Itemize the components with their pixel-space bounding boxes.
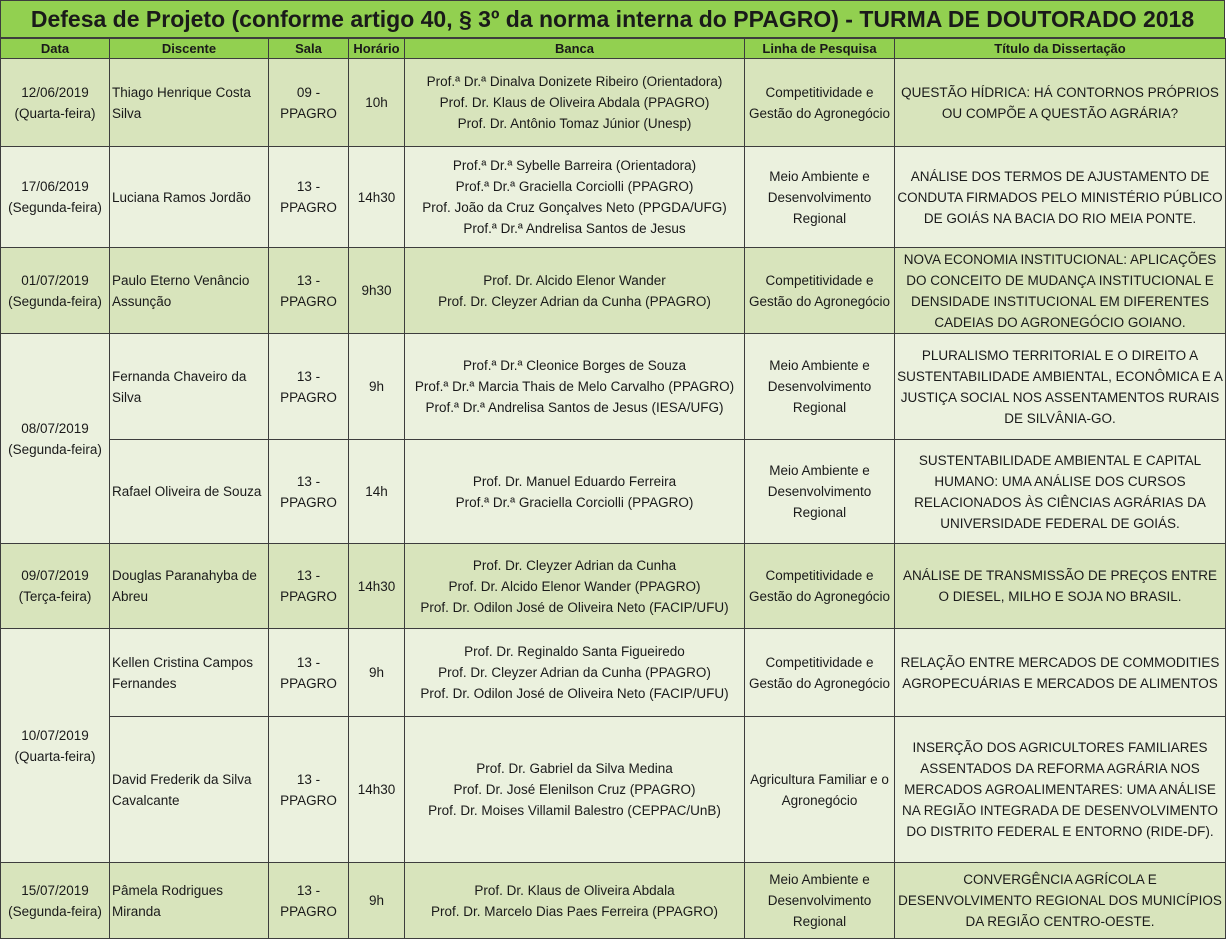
committee-cell (405, 717, 745, 863)
table-row (1, 334, 1226, 440)
room-cell: 13 - PPAGRO (269, 334, 349, 440)
research-line-cell: Meio Ambiente e Desenvolvimento Regional (745, 863, 895, 939)
date: 01/07/2019 (21, 272, 89, 288)
committee-member: Prof. Dr. Klaus de Oliveira Abdala (474, 882, 675, 898)
weekday: (Segunda-feira) (8, 293, 102, 309)
thesis-title-cell: INSERÇÃO DOS AGRICULTORES FAMILIARES ASSENTADOS DA REFORMA AGRÁRIA NOS MERCADOS AGROALIMENTARES: UMA ANÁLISE NA REGIÃO INTEGRADA DE DESENVOLVIMENTO DO DISTRITO FEDERAL E ENTORNO (RIDE-DF). (895, 717, 1226, 863)
committee-member: Prof.ª Dr.ª Cleonice Borges de Souza (462, 358, 687, 373)
table-row (1, 147, 1226, 248)
header-horario: Horário (349, 39, 405, 59)
student-cell: Kellen Cristina Campos Fernandes (110, 629, 269, 717)
time-cell: 10h (349, 59, 405, 147)
student-cell: Pâmela Rodrigues Miranda (110, 863, 269, 939)
date-cell (1, 863, 110, 939)
committee-member: Prof. Dr. Moises Villamil Balestro (CEPPAC/UnB) (428, 803, 721, 818)
header-discente: Discente (110, 39, 269, 59)
committee-member: Prof. Dr. Klaus de Oliveira Abdala (PPAGRO) (439, 95, 710, 110)
committee-member: Prof. Dr. Gabriel da Silva Medina (476, 761, 673, 776)
committee-member: Prof.ª Dr.ª Graciella Corciolli (PPAGRO) (455, 494, 694, 510)
time-cell: 14h30 (349, 717, 405, 863)
student-cell: Rafael Oliveira de Souza (110, 440, 269, 544)
committee-cell (405, 59, 745, 147)
committee-cell (405, 248, 745, 334)
defense-schedule-table (0, 38, 1226, 939)
time-cell: 9h (349, 629, 405, 717)
time-cell: 9h30 (349, 248, 405, 334)
thesis-title-cell: RELAÇÃO ENTRE MERCADOS DE COMMODITIES AGROPECUÁRIAS E MERCADOS DE ALIMENTOS (895, 629, 1226, 717)
research-line-cell: Competitividade e Gestão do Agronegócio (745, 544, 895, 629)
committee-member: Prof. Dr. Cleyzer Adrian da Cunha (PPAGRO) (438, 293, 711, 309)
committee-member: Prof. Dr. Odilon José de Oliveira Neto (FACIP/UFU) (420, 686, 729, 701)
date: 08/07/2019 (21, 420, 89, 436)
committee-member: Prof. Dr. José Elenilson Cruz (PPAGRO) (453, 782, 696, 797)
weekday: (Segunda-feira) (8, 200, 102, 215)
date-cell (1, 334, 110, 544)
weekday: (Segunda-feira) (8, 903, 102, 919)
thesis-title-cell: CONVERGÊNCIA AGRÍCOLA E DESENVOLVIMENTO REGIONAL DOS MUNICÍPIOS DA REGIÃO CENTRO-OESTE. (895, 863, 1226, 939)
thesis-title-cell: ANÁLISE DE TRANSMISSÃO DE PREÇOS ENTRE O DIESEL, MILHO E SOJA NO BRASIL. (895, 544, 1226, 629)
committee-member: Prof.ª Dr.ª Andrelisa Santos de Jesus (IESA/UFG) (425, 400, 724, 415)
student-cell: David Frederik da Silva Cavalcante (110, 717, 269, 863)
header-titulo: Título da Dissertação (895, 39, 1226, 59)
header-linha: Linha de Pesquisa (745, 39, 895, 59)
room-cell: 13 - PPAGRO (269, 147, 349, 248)
committee-member: Prof. Dr. Cleyzer Adrian da Cunha (472, 557, 677, 573)
thesis-title-cell: PLURALISMO TERRITORIAL E O DIREITO A SUSTENTABILIDADE AMBIENTAL, ECONÔMICA E A JUSTIÇA SOCIAL NOS ASSENTAMENTOS RURAIS DE SILVÂNIA-GO. (895, 334, 1226, 440)
time-cell: 14h (349, 440, 405, 544)
research-line-cell: Meio Ambiente e Desenvolvimento Regional (745, 334, 895, 440)
committee-member: Prof. Dr. Reginaldo Santa Figueiredo (464, 644, 685, 659)
committee-cell (405, 147, 745, 248)
committee-member: Prof. Dr. Alcido Elenor Wander (PPAGRO) (448, 578, 701, 594)
weekday: (Quarta-feira) (14, 105, 96, 121)
time-cell: 9h (349, 334, 405, 440)
room-cell: 13 - PPAGRO (269, 717, 349, 863)
date-cell (1, 544, 110, 629)
table-row (1, 59, 1226, 147)
committee-cell (405, 544, 745, 629)
room-cell: 13 - PPAGRO (269, 248, 349, 334)
date-cell (1, 248, 110, 334)
date: 10/07/2019 (21, 727, 89, 743)
student-cell: Fernanda Chaveiro da Silva (110, 334, 269, 440)
committee-cell (405, 334, 745, 440)
page-title: Defesa de Projeto (conforme artigo 40, § 3º da norma interna do PPAGRO) - TURMA DE DOUTORADO 2018 (1, 0, 1225, 38)
thesis-title-cell: SUSTENTABILIDADE AMBIENTAL E CAPITAL HUMANO: UMA ANÁLISE DOS CURSOS RELACIONADOS ÀS CIÊNCIAS AGRÁRIAS DA UNIVERSIDADE FEDERAL DE GOIÁS. (895, 440, 1226, 544)
committee-member: Prof.ª Dr.ª Dinalva Donizete Ribeiro (Orientadora) (426, 74, 723, 89)
committee-cell (405, 863, 745, 939)
table-row (1, 248, 1226, 334)
room-cell: 13 - PPAGRO (269, 440, 349, 544)
research-line-cell: Competitividade e Gestão do Agronegócio (745, 248, 895, 334)
time-cell: 14h30 (349, 544, 405, 629)
date-cell (1, 59, 110, 147)
weekday: (Terça-feira) (18, 589, 92, 604)
committee-member: Prof. João da Cruz Gonçalves Neto (PPGDA/UFG) (422, 200, 727, 215)
table-row (1, 544, 1226, 629)
committee-member: Prof. Dr. Marcelo Dias Paes Ferreira (PPAGRO) (430, 903, 719, 919)
committee-member: Prof. Dr. Antônio Tomaz Júnior (Unesp) (457, 116, 692, 131)
committee-member: Prof. Dr. Odilon José de Oliveira Neto (FACIP/UFU) (420, 599, 729, 615)
time-cell: 14h30 (349, 147, 405, 248)
thesis-title-cell: NOVA ECONOMIA INSTITUCIONAL: APLICAÇÕES DO CONCEITO DE MUDANÇA INSTITUCIONAL E DENSIDADE INSTITUCIONAL EM DIFERENTES CADEIAS DO AGRONEGÓCIO GOIANO. (895, 248, 1226, 334)
date: 15/07/2019 (21, 882, 89, 898)
research-line-cell: Meio Ambiente e Desenvolvimento Regional (745, 147, 895, 248)
research-line-cell: Competitividade e Gestão do Agronegócio (745, 629, 895, 717)
committee-cell (405, 440, 745, 544)
committee-member: Prof.ª Dr.ª Graciella Corciolli (PPAGRO) (455, 179, 694, 194)
date-cell (1, 147, 110, 248)
committee-member: Prof. Dr. Alcido Elenor Wander (483, 272, 666, 288)
committee-member: Prof.ª Dr.ª Sybelle Barreira (Orientadora) (452, 158, 697, 173)
research-line-cell: Meio Ambiente e Desenvolvimento Regional (745, 440, 895, 544)
thesis-title-cell: ANÁLISE DOS TERMOS DE AJUSTAMENTO DE CONDUTA FIRMADOS PELO MINISTÉRIO PÚBLICO DE GOIÁS NA BACIA DO RIO MEIA PONTE. (895, 147, 1226, 248)
room-cell: 09 - PPAGRO (269, 59, 349, 147)
student-cell: Douglas Paranahyba de Abreu (110, 544, 269, 629)
student-cell: Thiago Henrique Costa Silva (110, 59, 269, 147)
student-cell: Paulo Eterno Venâncio Assunção (110, 248, 269, 334)
table-row (1, 863, 1226, 939)
committee-member: Prof.ª Dr.ª Andrelisa Santos de Jesus (463, 221, 686, 236)
header-banca: Banca (405, 39, 745, 59)
weekday: (Segunda-feira) (8, 441, 102, 457)
student-cell: Luciana Ramos Jordão (110, 147, 269, 248)
header-row (1, 39, 1226, 59)
table-row (1, 440, 1226, 544)
committee-member: Prof. Dr. Cleyzer Adrian da Cunha (PPAGRO) (438, 665, 711, 680)
header-sala: Sala (269, 39, 349, 59)
research-line-cell: Competitividade e Gestão do Agronegócio (745, 59, 895, 147)
thesis-title-cell: QUESTÃO HÍDRICA: HÁ CONTORNOS PRÓPRIOS OU COMPÕE A QUESTÃO AGRÁRIA? (895, 59, 1226, 147)
date: 09/07/2019 (21, 568, 89, 583)
date-cell (1, 629, 110, 863)
committee-member: Prof.ª Dr.ª Marcia Thais de Melo Carvalho (PPAGRO) (414, 379, 735, 394)
table-row (1, 629, 1226, 717)
committee-cell (405, 629, 745, 717)
committee-member: Prof. Dr. Manuel Eduardo Ferreira (472, 473, 677, 489)
table-row (1, 717, 1226, 863)
time-cell: 9h (349, 863, 405, 939)
date: 12/06/2019 (21, 84, 89, 100)
research-line-cell: Agricultura Familiar e o Agronegócio (745, 717, 895, 863)
date: 17/06/2019 (21, 179, 89, 194)
room-cell: 13 - PPAGRO (269, 863, 349, 939)
header-data: Data (1, 39, 110, 59)
room-cell: 13 - PPAGRO (269, 629, 349, 717)
room-cell: 13 - PPAGRO (269, 544, 349, 629)
weekday: (Quarta-feira) (14, 748, 96, 764)
